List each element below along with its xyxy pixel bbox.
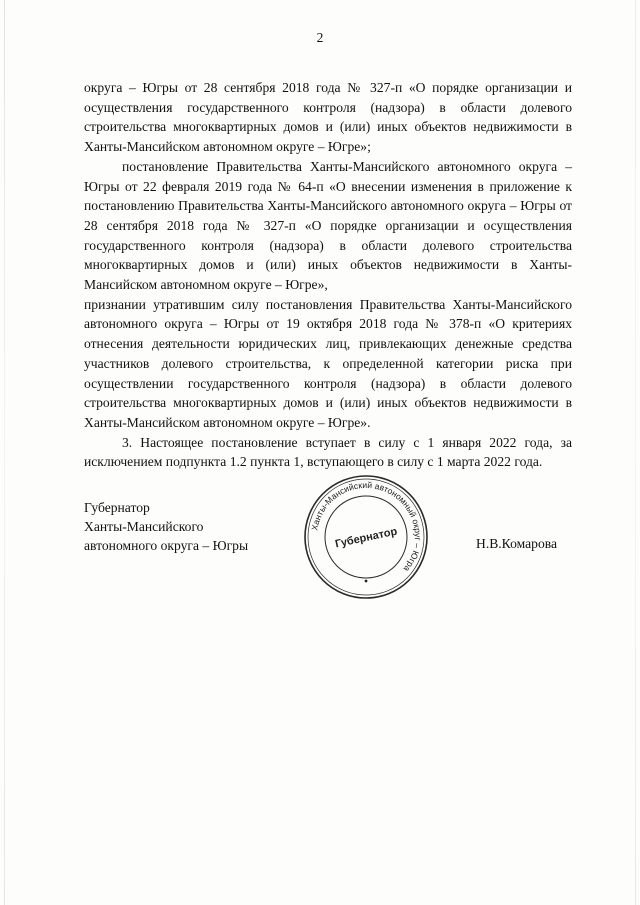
scan-edge-right [635,0,636,905]
document-body [84,78,572,472]
paragraph-continuation: округа – Югры от 28 сентября 2018 года № 327-п «О порядке организации и осуществления государственного контроля (надзора) в области долевого строительства многоквартирных домов и (или) иных объектов недвижимости в Ханты-Мансийском автономном округе – Югре»; [84,80,572,155]
signatory-title-line: Губернатор [84,500,150,515]
scan-edge-left [4,0,5,905]
signatory-name: Н.В.Комарова [476,536,558,551]
paragraph-repeal-378p: признании утратившим силу постановления Правительства Ханты-Мансийского автономного округа – Югры от 19 октября 2018 года № 378-п «О критериях отнесения деятельности юридических лиц, привлекающих денежные средства участников долевого строительства, к определенной категории риска при осуществлении государственного контроля (надзора) в области долевого строительства многоквартирных домов и (или) иных объектов недвижимости в Ханты-Мансийском автономном округе – Югре». [84,296,572,430]
signatory-title-line: Ханты-Мансийского [84,519,204,534]
official-stamp [302,473,430,601]
stamp-center-text: Губернатор [334,525,399,551]
stamp-dot [365,580,368,583]
paragraph-resolution-64p: постановление Правительства Ханты-Мансийского автономного округа – Югры от 22 февраля 2019 года № 64-п «О внесении изменения в приложение к постановлению Правительства Ханты-Мансийского автономного округа – Югры от 28 сентября 2018 года № 327-п «О порядке организации и осуществления государственного контроля (надзора) в области долевого строительства многоквартирных домов и (или) иных объектов недвижимости в Ханты-Мансийском автономном округе – Югре», [84,158,572,293]
signatory-title [84,498,304,555]
stamp-ring-text: Ханты-Мансийский автономный округ – Югра [309,479,424,574]
paragraph-effective-date: 3. Настоящее постановление вступает в силу с 1 января 2022 года, за исключением подпункта 1.2 пункта 1, вступающего в силу с 1 марта 2022 года. [84,434,572,470]
page-number: 2 [316,30,324,45]
signatory-title-line: автономного округа – Югры [84,538,249,553]
